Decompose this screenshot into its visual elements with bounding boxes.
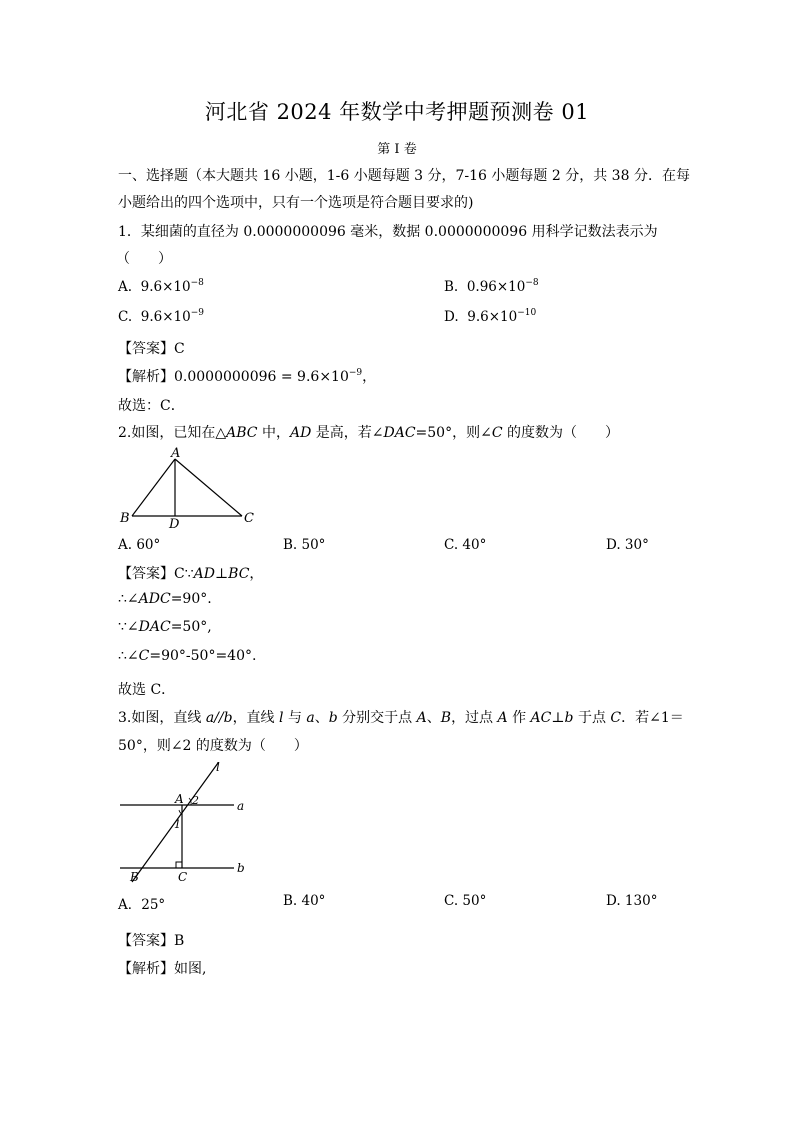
q2-stem: 2.如图，已知在△ABC 中，AD 是高，若∠DAC=50°，则∠C 的度数为（ ） [118, 425, 619, 441]
q1-option-c: C. $9.6\times 10^{-9}$ [118, 308, 204, 325]
q1-option-d: D. $9.6\times 10^{-10}$ [444, 308, 537, 325]
q2-answer: 【答案】C∵AD⊥BC， [118, 566, 264, 582]
q2-option-d: D. 30° [606, 537, 649, 553]
q3-label-point-b: B [130, 870, 139, 884]
q2-option-b: B. 50° [283, 537, 326, 553]
q3-label-a: a [237, 799, 245, 813]
q3-option-b: B. 40° [283, 893, 326, 909]
q2-segment-ac [175, 459, 242, 516]
q3-right-angle-mark [176, 862, 182, 868]
q1-analysis: 【解析】$0.0000000096 = 9.6\times 10^{-9}$， [118, 368, 377, 385]
q1-option-a: A. $9.6\times 10^{-8}$ [118, 278, 204, 295]
q2-segment-ab [132, 459, 175, 516]
q3-analysis: 【解析】如图, [118, 961, 207, 977]
q2-label-a: A [171, 446, 181, 461]
q2-option-c: C. 40° [444, 537, 487, 553]
q3-stem-line2: 50°，则∠2 的度数为（ ） [118, 738, 308, 754]
q3-option-a: A．25° [118, 897, 166, 913]
q2-label-d: D [169, 517, 180, 532]
section-instructions-line1: 一、选择题（本大题共 16 小题，1-6 小题每题 3 分，7-16 小题每题 2 分，共 38 分．在每 [118, 168, 690, 184]
q1-answer: 【答案】C [118, 341, 185, 357]
q3-label-angle-2: 2 [192, 794, 199, 807]
q2-label-c: C [244, 511, 254, 526]
q2-triangle-figure [112, 444, 272, 534]
q3-parallel-lines-figure [112, 758, 262, 888]
q1-option-b: B. $0.96\times 10^{-8}$ [444, 278, 539, 295]
section-instructions-line2: 小题给出的四个选项中，只有一个选项是符合题目要求的) [118, 195, 474, 211]
q2-option-a: A. 60° [118, 537, 161, 553]
q2-step-3: ∴∠C=90°-50°=40°. [118, 648, 257, 664]
page-subtitle: 第 I 卷 [377, 142, 417, 157]
q3-label-angle-1: 1 [174, 818, 181, 831]
q3-option-d: D. 130° [606, 893, 658, 909]
q1-stem: 1．某细菌的直径为 0.0000000096 毫米，数据 0.0000000096 用科学记数法表示为 [118, 224, 658, 240]
q3-stem-line1: 3.如图，直线 a//b，直线 l 与 a、b 分别交于点 A、B，过点 A 作 AC⊥b 于点 C．若∠1＝ [118, 710, 684, 726]
q2-step-2: ∵∠DAC=50°, [118, 619, 212, 635]
q3-label-point-a: A [175, 792, 184, 806]
q3-label-l: l [216, 760, 220, 774]
q3-label-point-c: C [178, 870, 188, 884]
q3-answer: 【答案】B [118, 933, 185, 949]
q2-label-b: B [120, 511, 130, 526]
q2-conclusion: 故选 C． [118, 682, 176, 698]
page-title: 河北省 2024 年数学中考押题预测卷 01 [204, 100, 590, 124]
q3-label-b: b [237, 861, 245, 875]
q1-paren: （ ） [116, 251, 172, 267]
q2-step-1: ∴∠ADC=90°. [118, 591, 212, 607]
q1-conclusion: 故选：C． [118, 398, 185, 414]
q3-option-c: C. 50° [444, 893, 487, 909]
